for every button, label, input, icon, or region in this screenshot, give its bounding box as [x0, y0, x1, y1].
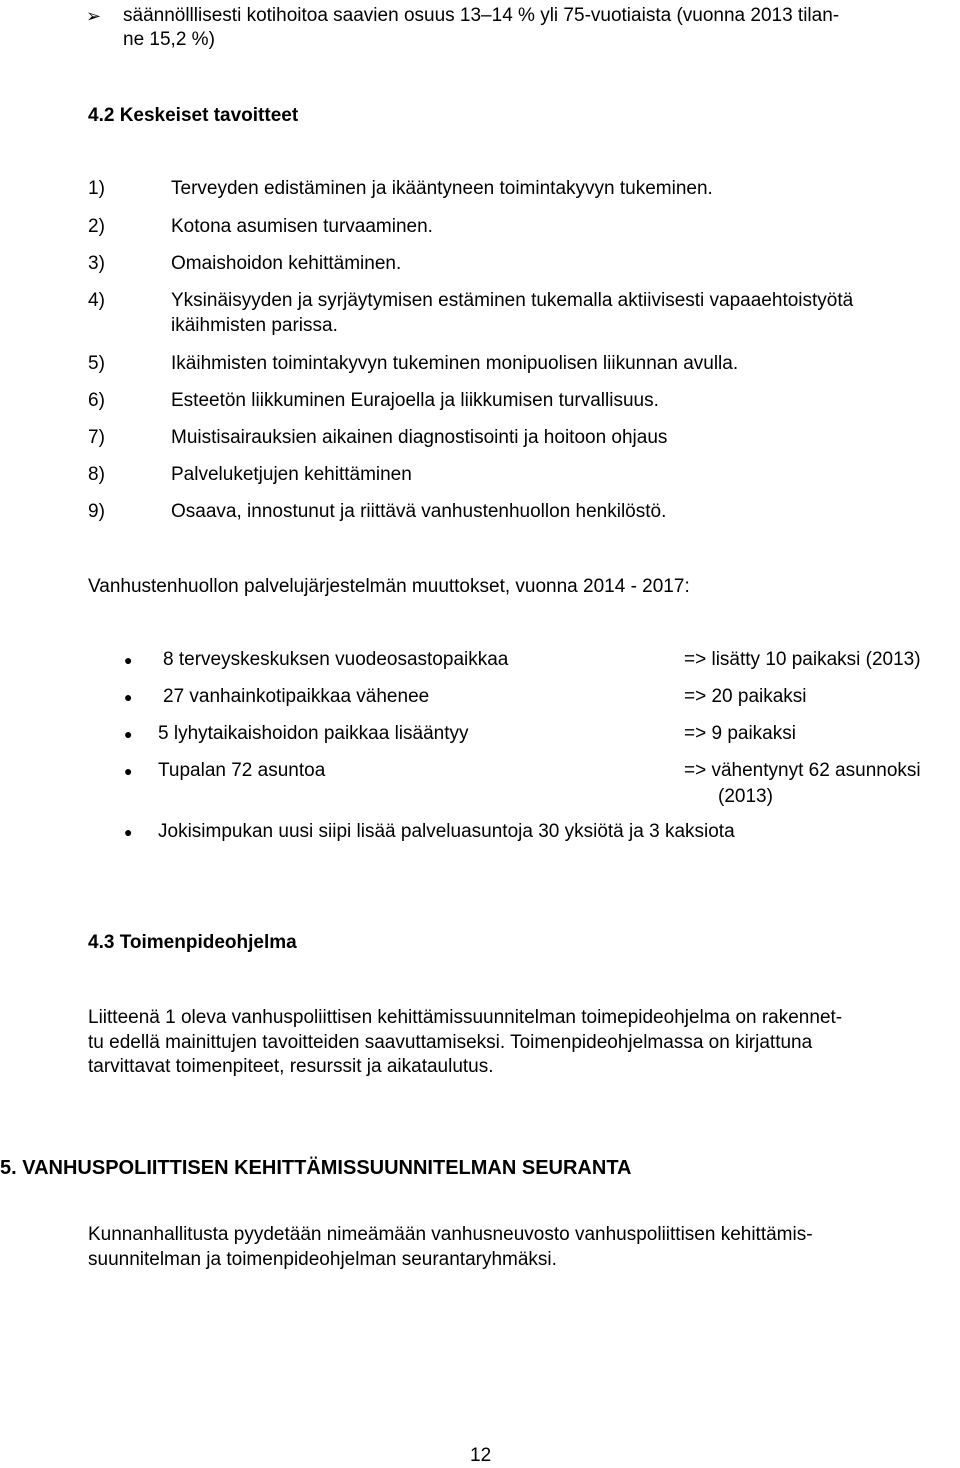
change-left: 8 terveyskeskuksen vuodeosastopaikkaa [163, 649, 509, 670]
goal-number: 3) [88, 253, 105, 274]
change-right: => lisätty 10 paikaksi (2013) [684, 649, 921, 670]
goal-number: 5) [88, 353, 105, 374]
change-right: => 20 paikaksi [684, 686, 807, 707]
changes-intro: Vanhustenhuollon palvelujärjestelmän muuttokset, vuonna 2014 - 2017: [88, 576, 690, 597]
goal-text: Muistisairauksien aikainen diagnostisointi ja hoitoon ohjaus [171, 427, 668, 448]
goal-number: 9) [88, 501, 105, 522]
change-right: => 9 paikaksi [684, 723, 796, 744]
goal-text: Palveluketjujen kehittäminen [171, 464, 412, 485]
section-4-3-heading: 4.3 Toimenpideohjelma [88, 932, 297, 953]
paragraph-line: tu edellä mainittujen tavoitteiden saavuttamiseksi. Toimenpideohjelmassa on kirjattuna [88, 1032, 813, 1053]
goal-number: 2) [88, 216, 105, 237]
page-number: 12 [470, 1445, 492, 1466]
goal-number: 4) [88, 290, 105, 311]
goal-text-cont: ikäihmisten parissa. [171, 315, 338, 336]
goal-number: 8) [88, 464, 105, 485]
goal-text: Esteetön liikkuminen Eurajoella ja liikkumisen turvallisuus. [171, 390, 659, 411]
paragraph-line: Kunnanhallitusta pyydetään nimeämään vanhusneuvosto vanhuspoliittisen kehittämis- [88, 1224, 813, 1245]
change-left: Tupalan 72 asuntoa [158, 760, 326, 781]
bullet-dot-icon: ● [124, 726, 133, 742]
section-5-heading: 5. VANHUSPOLIITTISEN KEHITTÄMISSUUNNITELMAN SEURANTA [0, 1157, 632, 1179]
goal-text: Omaishoidon kehittäminen. [171, 253, 402, 274]
arrow-bullet-icon: ➢ [86, 6, 102, 26]
paragraph-line: tarvittavat toimenpiteet, resurssit ja aikataulutus. [88, 1056, 494, 1077]
change-right: => vähentynyt 62 asunnoksi [684, 760, 921, 781]
goal-text: Yksinäisyyden ja syrjäytymisen estäminen tukemalla aktiivisesti vapaaehtoistyötä [171, 290, 854, 311]
paragraph-line: Liitteenä 1 oleva vanhuspoliittisen kehittämissuunnitelman toimepideohjelma on rakennet- [88, 1007, 843, 1028]
change-left: 27 vanhainkotipaikkaa vähenee [163, 686, 430, 707]
change-right-cont: (2013) [718, 786, 773, 807]
bullet-dot-icon: ● [124, 652, 133, 668]
goal-text: Terveyden edistäminen ja ikääntyneen toimintakyvyn tukeminen. [171, 178, 713, 199]
bullet-dot-icon: ● [124, 824, 133, 840]
bullet-dot-icon: ● [124, 689, 133, 705]
goal-text: Kotona asumisen turvaaminen. [171, 216, 433, 237]
change-left: 5 lyhytaikaishoidon paikkaa lisääntyy [158, 723, 469, 744]
goal-number: 7) [88, 427, 105, 448]
goal-number: 1) [88, 178, 105, 199]
bullet-dot-icon: ● [124, 763, 133, 779]
goal-text: Osaava, innostunut ja riittävä vanhustenhuollon henkilöstö. [171, 501, 667, 522]
bullet-text-line2: ne 15,2 %) [123, 29, 215, 50]
paragraph-line: suunnitelman ja toimenpideohjelman seurantaryhmäksi. [88, 1249, 557, 1270]
section-4-2-heading: 4.2 Keskeiset tavoitteet [88, 105, 299, 126]
goal-number: 6) [88, 390, 105, 411]
change-left: Jokisimpukan uusi siipi lisää palveluasuntoja 30 yksiötä ja 3 kaksiota [158, 821, 735, 842]
bullet-text-line1: säännölllisesti kotihoitoa saavien osuus 13–14 % yli 75-vuotiaista (vuonna 2013 tilan- [123, 5, 840, 26]
goal-text: Ikäihmisten toimintakyvyn tukeminen monipuolisen liikunnan avulla. [171, 353, 739, 374]
